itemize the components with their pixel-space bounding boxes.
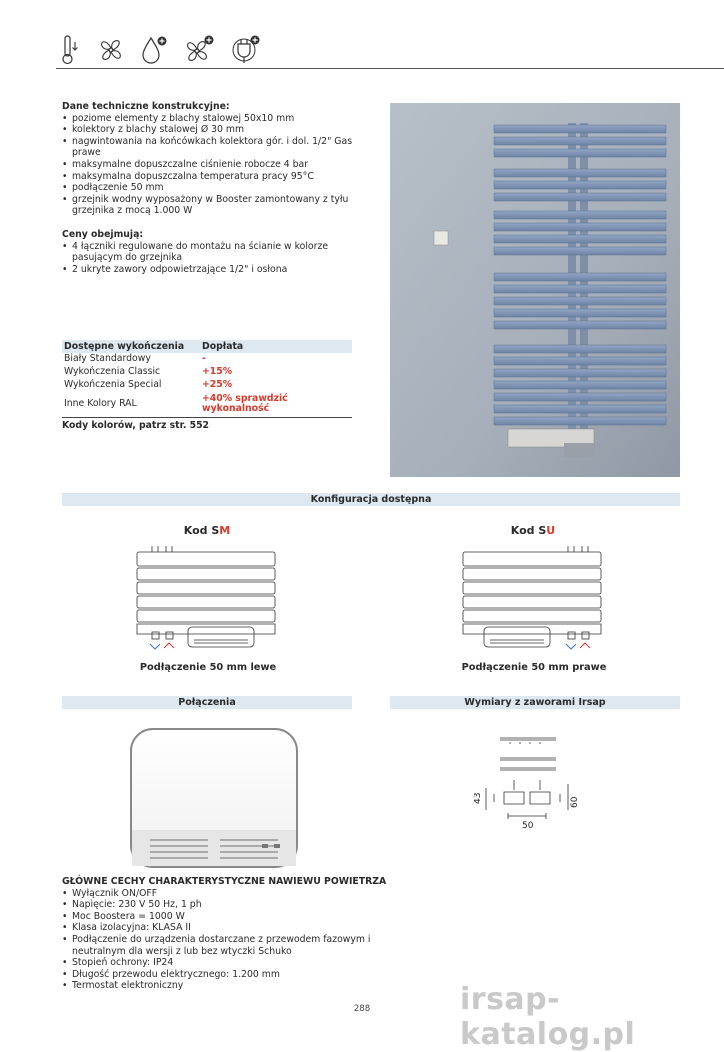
table-row <box>62 366 352 379</box>
list-item: • nagwintowania na końcówkach kolektora gór. i dol. 1/2" Gas prawe <box>62 136 362 159</box>
config-left-drawing <box>132 544 282 658</box>
list-item: • maksymalna dopuszczalna temperatura pracy 95°C <box>62 171 362 183</box>
finish-price: - <box>202 353 206 364</box>
width-label: 50 <box>522 821 534 831</box>
column-header: Dostępne wykończenia <box>64 341 185 352</box>
table-row <box>62 392 352 416</box>
connections-title: Połączenia <box>62 696 352 709</box>
finish-name: Inne Kolory RAL <box>64 397 137 409</box>
code-suffix: U <box>546 524 556 537</box>
specs-heading: Dane techniczne konstrukcyjne: <box>62 101 230 112</box>
finish-price: +40% sprawdzić wykonalność <box>202 393 288 414</box>
config-right-code <box>458 524 608 537</box>
height-right-label: 60 <box>570 796 580 808</box>
fan-icon <box>96 35 126 65</box>
list-item: • 2 ukryte zawory odpowietrzające 1/2" i osłona <box>62 264 362 276</box>
page-number: 288 <box>353 1004 371 1014</box>
list-item: • maksymalne dopuszczalne ciśnienie robocze 4 bar <box>62 159 362 171</box>
product-photo <box>390 103 680 477</box>
list-item: • Klasa izolacyjna: KLASA II <box>62 922 402 934</box>
config-right-drawing <box>458 544 608 658</box>
column-header: Dopłata <box>202 341 244 352</box>
table-row <box>62 353 352 366</box>
color-codes-note: Kody kolorów, patrz str. 552 <box>62 420 210 431</box>
finish-price: +15% <box>202 366 233 377</box>
list-item: • Podłączenie do urządzenia dostarczane z przewodem fazowym i neutralnym dla wersji z lub bez wtyczki Schuko <box>62 934 402 957</box>
height-left-label: 43 <box>474 792 483 804</box>
table-row <box>62 379 352 392</box>
code-prefix: Kod S <box>183 524 220 537</box>
code-prefix: Kod S <box>510 524 547 537</box>
prices-heading: Ceny obejmują: <box>62 228 144 240</box>
feature-icons <box>60 30 262 70</box>
list-item: • podłączenie 50 mm <box>62 182 362 194</box>
specs-list <box>62 113 362 217</box>
table-rule <box>62 417 352 418</box>
prices-list <box>62 241 362 276</box>
list-item: • 4 łączniki regulowane do montażu na ścianie w kolorze pasującym do grzejnika <box>62 241 362 264</box>
finish-name: Wykończenia Special <box>64 379 162 390</box>
list-item: • Długość przewodu elektrycznego: 1.200 mm <box>62 969 402 981</box>
header-rule <box>56 68 724 69</box>
list-item: • Moc Boostera = 1000 W <box>62 911 402 923</box>
fan-plus-icon <box>182 34 216 66</box>
table-header <box>62 340 352 353</box>
valve-dimensions-drawing <box>474 728 594 842</box>
features-block <box>62 876 402 992</box>
list-item: • Wyłącznik ON/OFF <box>62 888 402 900</box>
features-heading: GŁÓWNE CECHY CHARAKTERYSTYCZNE NAWIEWU POWIETRZA <box>62 876 387 887</box>
code-suffix: M <box>219 524 231 537</box>
thermometer-icon <box>60 34 82 66</box>
config-title: Konfiguracja dostępna <box>62 493 680 506</box>
finish-name: Wykończenia Classic <box>64 366 161 377</box>
finish-price: +25% <box>202 379 233 390</box>
booster-drawing <box>128 726 300 874</box>
config-right-caption: Podłączenie 50 mm prawe <box>461 662 607 673</box>
list-item: • kolektory z blachy stalowej Ø 30 mm <box>62 124 362 136</box>
water-drop-plus-icon <box>140 34 168 66</box>
plug-plus-icon <box>230 34 262 66</box>
dimensions-title: Wymiary z zaworami Irsap <box>390 696 680 709</box>
list-item: • grzejnik wodny wyposażony w Booster zamontowany z tyłu grzejnika z mocą 1.000 W <box>62 194 362 217</box>
config-left-caption: Podłączenie 50 mm lewe <box>139 662 277 673</box>
config-left-code <box>132 524 282 537</box>
finish-name: Biały Standardowy <box>64 353 151 364</box>
specs-block <box>62 101 362 275</box>
features-list <box>62 888 402 992</box>
list-item: • Stopień ochrony: IP24 <box>62 957 402 969</box>
list-item: • poziome elementy z blachy stalowej 50x10 mm <box>62 113 362 125</box>
list-item: • Termostat elektroniczny <box>62 980 402 992</box>
finishes-table <box>62 340 352 431</box>
brand-watermark[interactable]: irsap-katalog.pl <box>460 982 636 1052</box>
list-item: • Napięcie: 230 V 50 Hz, 1 ph <box>62 899 402 911</box>
